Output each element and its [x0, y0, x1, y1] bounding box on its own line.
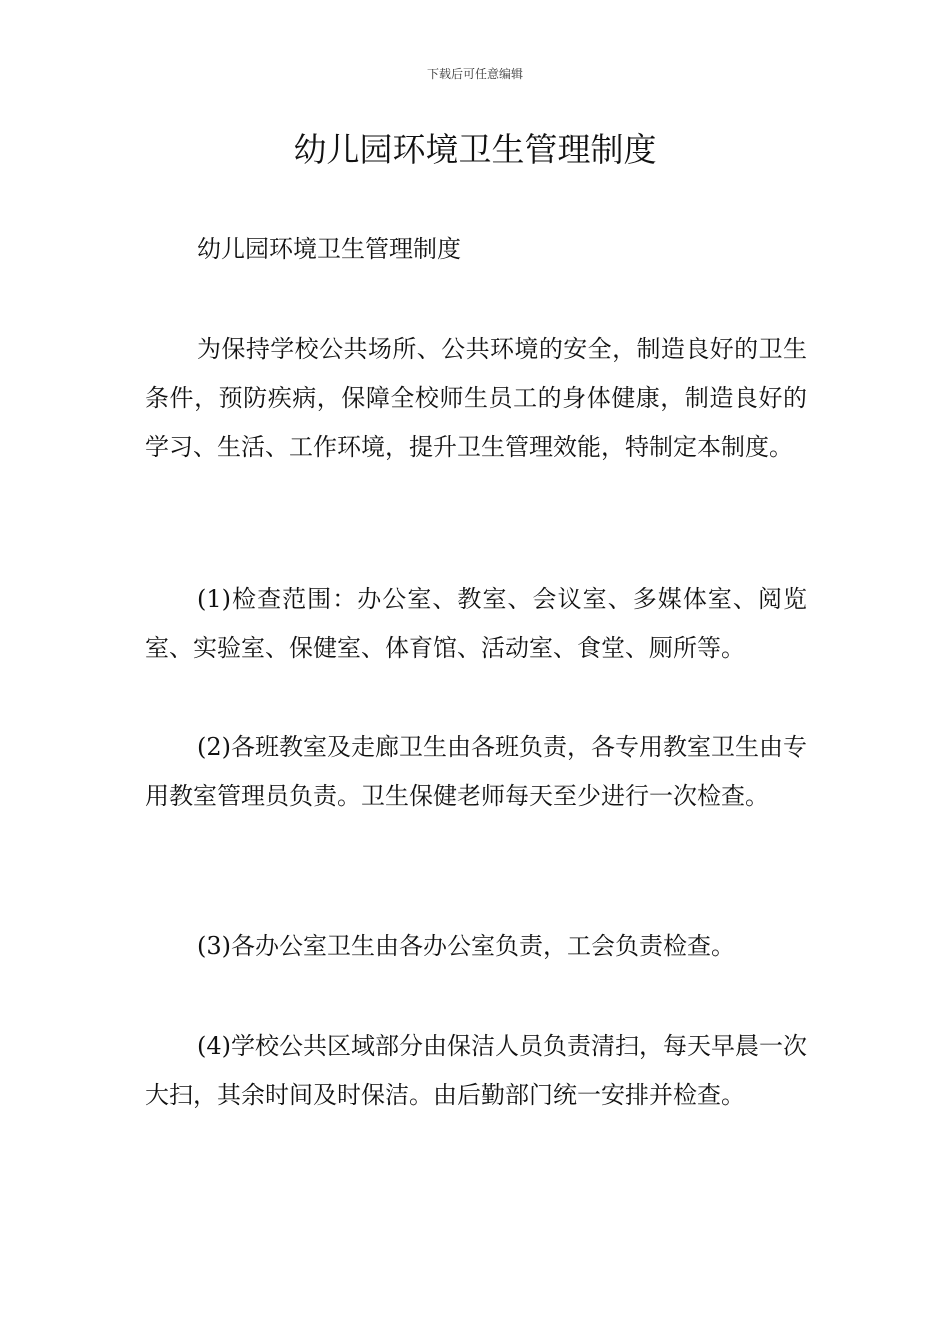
intro-paragraph: 为保持学校公共场所、公共环境的安全，制造良好的卫生条件，预防疾病，保障全校师生员工的身体健康，制造良好的学习、生活、工作环境，提升卫生管理效能，特制定本制度。 — [145, 335, 807, 461]
item-2-paragraph: (2)各班教室及走廊卫生由各班负责，各专用教室卫生由专用教室管理员负责。卫生保健老师每天至少进行一次检查。 — [145, 733, 807, 810]
header-note: 下载后可任意编辑 — [426, 67, 523, 81]
document-title: 幼儿园环境卫生管理制度 — [293, 130, 657, 169]
item-1-paragraph: (1)检查范围：办公室、教室、会议室、多媒体室、阅览室、实验室、保健室、体育馆、活动室、食堂、厕所等。 — [145, 585, 807, 662]
subtitle-paragraph: 幼儿园环境卫生管理制度 — [197, 235, 461, 263]
item-4-paragraph: (4)学校公共区域部分由保洁人员负责清扫，每天早晨一次大扫，其余时间及时保洁。由后勤部门统一安排并检查。 — [145, 1032, 807, 1109]
item-3-paragraph: (3)各办公室卫生由各办公室负责，工会负责检查。 — [197, 932, 735, 960]
